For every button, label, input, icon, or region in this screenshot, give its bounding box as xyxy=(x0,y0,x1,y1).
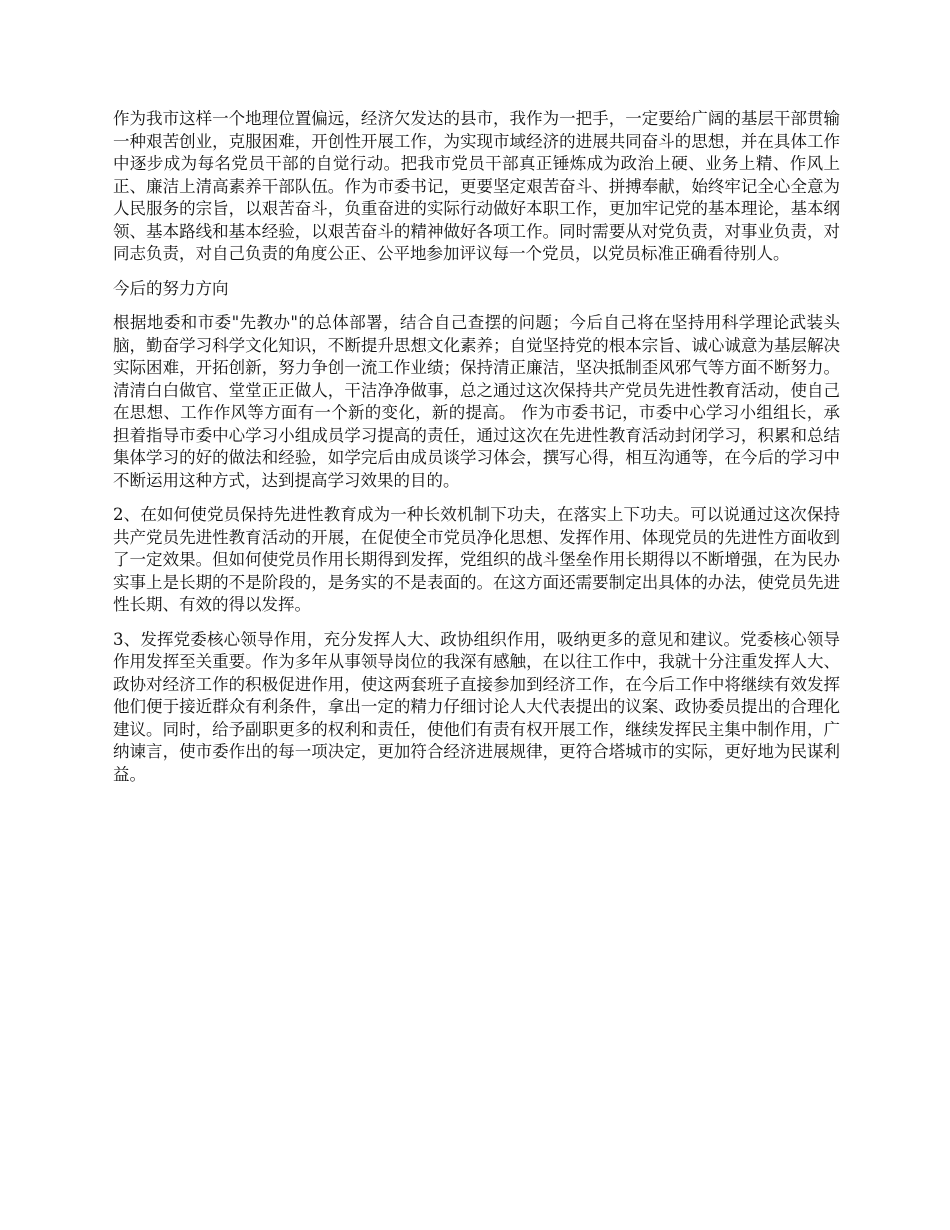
paragraph-point-2: 2、在如何使党员保持先进性教育成为一种长效机制下功夫，在落实上下功夫。可以说通过这次保持共产党员先进性教育活动的开展，在促使全市党员净化思想、发挥作用、体现党员的先进性方面收到了一定效果。但如何使党员作用长期得到发挥，党组织的战斗堡垒作用长期得以不断增强，在为民办实事上是长期的不是阶段的，是务实的不是表面的。在这方面还需要制定出具体的办法，使党员先进性长期、有效的得以发挥。 xyxy=(113,505,840,614)
paragraph-plan: 根据地委和市委"先教办"的总体部署，结合自己查摆的问题；今后自己将在坚持用科学理论武装头脑，勤奋学习科学文化知识，不断提升思想文化素养；自觉坚持党的根本宗旨、诚心诚意为基层解决实际困难，开拓创新，努力争创一流工作业绩；保持清正廉洁，坚决抵制歪风邪气等方面不断努力。清清白白做官、堂堂正正做人，干洁净净做事，总之通过这次保持共产党员先进性教育活动，使自己在思想、工作作风等方面有一个新的变化，新的提高。 作为市委书记，市委中心学习小组组长，承担着指导市委中心学习小组成员学习提高的责任，通过这次在先进性教育活动封闭学习，积累和总结集体学习的好的做法和经验，如学完后由成员谈学习体会，撰写心得，相互沟通等，在今后的学习中不断运用这种方式，达到提高学习效果的目的。 xyxy=(113,313,840,490)
paragraph-intro: 作为我市这样一个地理位置偏远，经济欠发达的县市，我作为一把手，一定要给广阔的基层干部贯输一种艰苦创业，克服困难，开创性开展工作，为实现市域经济的进展共同奋斗的思想，并在具体工作中逐步成为每名党员干部的自觉行动。把我市党员干部真正锤炼成为政治上硬、业务上精、作风上正、廉洁上清高素养干部队伍。作为市委书记，更要坚定艰苦奋斗、拼搏奉献，始终牢记全心全意为人民服务的宗旨，以艰苦奋斗，负重奋进的实际行动做好本职工作，更加牢记党的基本理论，基本纲领、基本路线和基本经验，以艰苦奋斗的精神做好各项工作。同时需要从对党负责，对事业负责，对同志负责，对自己负责的角度公正、公平地参加评议每一个党员，以党员标准正确看待别人。 xyxy=(113,109,840,263)
paragraph-point-3: 3、发挥党委核心领导作用，充分发挥人大、政协组织作用，吸纳更多的意见和建议。党委核心领导作用发挥至关重要。作为多年从事领导岗位的我深有感触，在以往工作中，我就十分注重发挥人大、政协对经济工作的积极促进作用，使这两套班子直接参加到经济工作，在今后工作中将继续有效发挥他们便于接近群众有利条件，拿出一定的精力仔细讨论人大代表提出的议案、政协委员提出的合理化建议。同时，给予副职更多的权利和责任，使他们有责有权开展工作，继续发挥民主集中制作用，广纳谏言，使市委作出的每一项决定，更加符合经济进展规律，更符合塔城市的实际，更好地为民谋利益。 xyxy=(113,629,840,784)
document-body xyxy=(113,108,840,798)
section-heading: 今后的努力方向 xyxy=(113,278,229,298)
